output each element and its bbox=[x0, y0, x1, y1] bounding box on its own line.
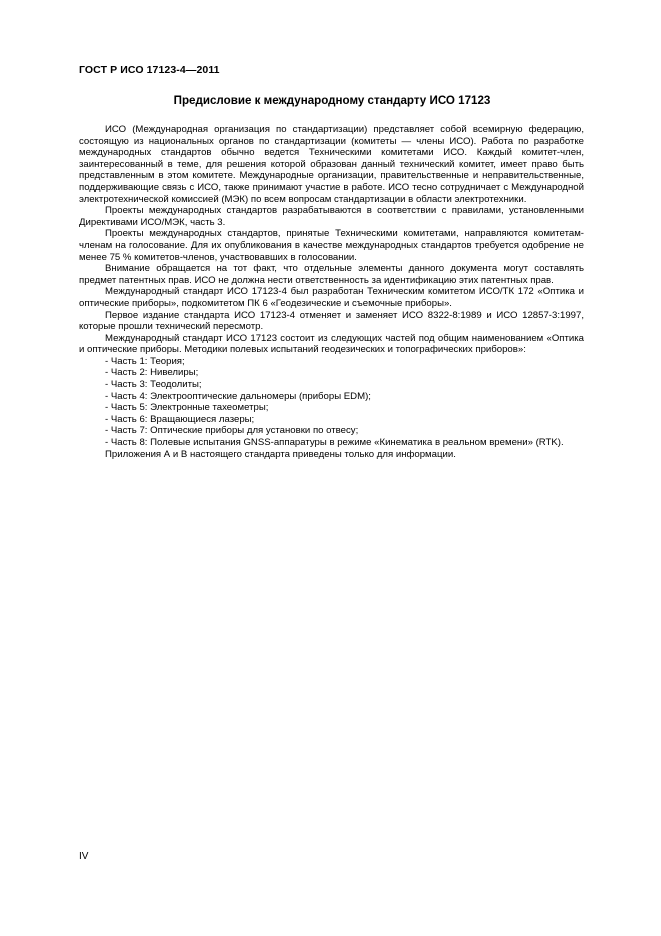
section-title: Предисловие к международному стандарту ИСО 17123 bbox=[173, 94, 491, 107]
part-title: Полевые испытания GNSS-аппаратуры в режиме «Кинематика в реальном времени» (RTK). bbox=[150, 437, 564, 449]
part-title: Электронные тахеометры; bbox=[150, 402, 269, 414]
page-number: IV bbox=[79, 851, 89, 862]
part-title: Нивелиры; bbox=[150, 367, 199, 379]
part-label: - Часть 7: bbox=[105, 425, 148, 437]
part-title: Электрооптические дальномеры (приборы EDM); bbox=[150, 390, 371, 402]
document-code-header: ГОСТ Р ИСО 17123-4—2011 bbox=[79, 64, 220, 76]
paragraph: Международный стандарт ИСО 17123 состоит из следующих частей под общим наименованием «Оптика и оптические приборы. Методики полевых испытаний геодезических и топографических приборов»: bbox=[79, 332, 584, 356]
list-item bbox=[79, 437, 584, 449]
list-item bbox=[79, 367, 584, 379]
part-title: Вращающиеся лазеры; bbox=[150, 413, 255, 425]
document-body bbox=[79, 124, 584, 460]
part-title: Теория; bbox=[150, 355, 185, 367]
paragraph: Проекты международных стандартов разрабатываются в соответствии с правилами, установленными Директивами ИСО/МЭК, часть 3. bbox=[79, 205, 584, 228]
part-label: - Часть 6: bbox=[105, 413, 148, 425]
part-label: - Часть 1: bbox=[105, 355, 148, 367]
part-label: - Часть 8: bbox=[105, 437, 148, 449]
part-label: - Часть 4: bbox=[105, 390, 148, 402]
list-item bbox=[79, 356, 584, 368]
part-label: - Часть 2: bbox=[105, 367, 148, 379]
paragraph: ИСО (Международная организация по стандартизации) представляет собой всемирную федерацию, состоящую из национальных органов по стандартизации (комитеты — члены ИСО). Работа по разработке международных стандартов обычно ведется Техническими комитетами ИСО. Каждый комитет-член, заинтересованный в теме, для решения которой образован данный технический комитет, имеет право быть представленным в этом комитете. Международные организации, правительственные и неправительственные, поддерживающие связь с ИСО, также принимают участие в работе. ИСО тесно сотрудничает с Международной электротехнической комиссией (МЭК) по всем вопросам стандартизации в области электротехники. bbox=[79, 124, 584, 205]
part-label: - Часть 5: bbox=[105, 402, 148, 414]
paragraph: Внимание обращается на тот факт, что отдельные элементы данного документа могут составлять предмет патентных прав. ИСО не должна нести ответственность за идентификацию этих патентных прав. bbox=[79, 263, 584, 286]
part-title: Оптические приборы для установки по отвесу; bbox=[150, 425, 359, 437]
list-item bbox=[79, 402, 584, 414]
parts-list bbox=[79, 356, 584, 449]
paragraph: Проекты международных стандартов, принятые Техническими комитетами, направляются комитетам-членам на голосование. Для их опубликования в качестве международных стандартов требуется одобрение не менее 75 % комитетов-членов, участвовавших в голосовании. bbox=[79, 228, 584, 263]
list-item bbox=[79, 414, 584, 426]
paragraph: Первое издание стандарта ИСО 17123-4 отменяет и заменяет ИСО 8322-8:1989 и ИСО 12857-3:1997, которые прошли технический пересмотр. bbox=[79, 309, 584, 333]
part-title: Теодолиты; bbox=[150, 379, 202, 391]
list-item bbox=[79, 379, 584, 391]
closing-paragraph: Приложения А и В настоящего стандарта приведены только для информации. bbox=[105, 448, 456, 460]
list-item bbox=[79, 391, 584, 403]
list-item bbox=[79, 425, 584, 437]
paragraph: Международный стандарт ИСО 17123-4 был разработан Техническим комитетом ИСО/ТК 172 «Оптика и оптические приборы», подкомитетом ПК 6 «Геодезические и съемочные приборы». bbox=[79, 286, 584, 309]
part-label: - Часть 3: bbox=[105, 379, 148, 391]
